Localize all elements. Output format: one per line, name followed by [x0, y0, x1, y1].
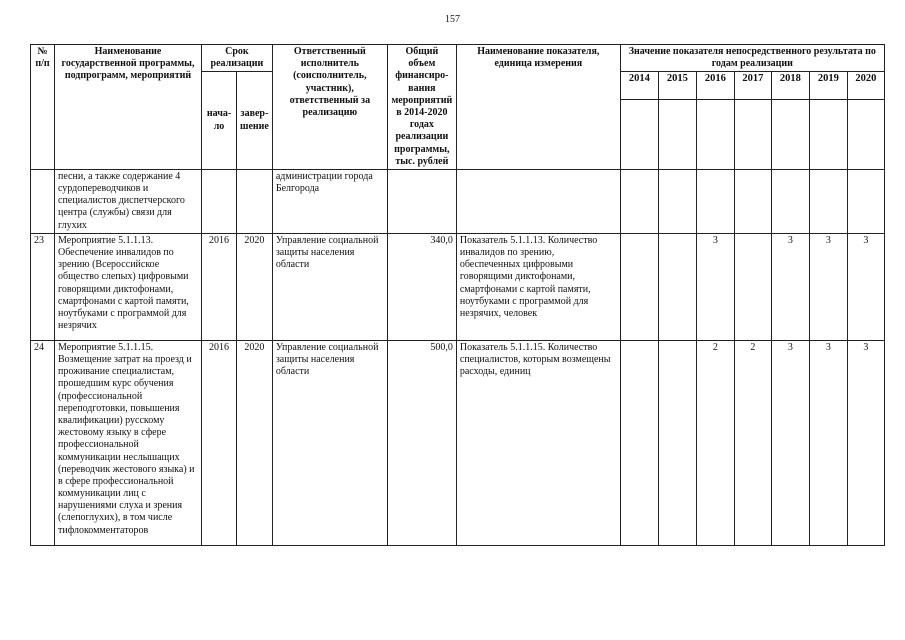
header-start: нача- ло: [202, 72, 237, 170]
header-volume: Общий объем финансиро-вания мероприятий в 2014-2020 годах реализации программы, тыс. рублей: [387, 45, 456, 170]
row-year-value: [658, 340, 696, 545]
row-volume: 340,0: [387, 233, 456, 340]
header-year: 2017: [734, 72, 771, 100]
header-indicator: Наименование показателя, единица измерения: [456, 45, 620, 170]
header-year: 2020: [847, 72, 884, 100]
row-year-value: [620, 169, 658, 233]
row-start: [202, 169, 237, 233]
row-year-value: 3: [809, 340, 847, 545]
row-year-value: [620, 233, 658, 340]
table-row: [31, 340, 885, 545]
header-year: 2015: [658, 72, 696, 100]
row-year-value: 3: [771, 340, 809, 545]
header-num: № п/п: [31, 45, 55, 170]
header-responsible: Ответственный исполнитель (соисполнитель, участник), ответственный за реализацию: [272, 45, 387, 170]
row-num: 23: [31, 233, 55, 340]
row-indicator: Показатель 5.1.1.15. Количество специалистов, которым возмещены расходы, единиц: [456, 340, 620, 545]
row-start: 2016: [202, 340, 237, 545]
program-table: [30, 44, 885, 546]
row-end: 2020: [237, 233, 273, 340]
row-responsible: Управление социальной защиты населения области: [272, 233, 387, 340]
row-year-value: [696, 169, 734, 233]
row-year-value: [809, 169, 847, 233]
row-year-value: [658, 169, 696, 233]
row-name: песни, а также содержание 4 сурдопереводчиков и специалистов диспетчерского центра (службы) связи для глухих: [55, 169, 202, 233]
row-end: 2020: [237, 340, 273, 545]
row-volume: 500,0: [387, 340, 456, 545]
row-responsible: администрации города Белгорода: [272, 169, 387, 233]
row-year-value: 3: [696, 233, 734, 340]
table-row: [31, 233, 885, 340]
page-number: 157: [445, 14, 460, 25]
header-values: Значение показателя непосредственного результата по годам реализации: [620, 45, 884, 72]
row-year-value: 3: [809, 233, 847, 340]
row-year-value: 2: [734, 340, 771, 545]
header-year: 2018: [771, 72, 809, 100]
header-year: 2019: [809, 72, 847, 100]
row-year-value: [734, 233, 771, 340]
row-name: Мероприятие 5.1.1.13. Обеспечение инвалидов по зрению (Всероссийское общество слепых) цифровыми говорящими диктофонами, смартфонами с картой памяти, ноутбуками с программой для незрячих: [55, 233, 202, 340]
header-end: завер- шение: [237, 72, 273, 170]
header-year: 2016: [696, 72, 734, 100]
row-num: [31, 169, 55, 233]
row-year-value: [620, 340, 658, 545]
row-year-value: [734, 169, 771, 233]
table-row: [31, 169, 885, 233]
row-year-value: 3: [847, 340, 884, 545]
header-year: 2014: [620, 72, 658, 100]
row-year-value: 2: [696, 340, 734, 545]
row-start: 2016: [202, 233, 237, 340]
row-indicator: [456, 169, 620, 233]
row-year-value: 3: [847, 233, 884, 340]
row-volume: [387, 169, 456, 233]
row-responsible: Управление социальной защиты населения области: [272, 340, 387, 545]
header-term: Срок реализации: [202, 45, 273, 72]
row-year-value: [847, 169, 884, 233]
row-indicator: Показатель 5.1.1.13. Количество инвалидов по зрению, обеспеченных цифровыми говорящими диктофонами, смартфонами с картой памяти, ноутбуками с программой для незрячих, человек: [456, 233, 620, 340]
header-name: Наименование государственной программы, подпрограмм, мероприятий: [55, 45, 202, 170]
row-end: [237, 169, 273, 233]
row-num: 24: [31, 340, 55, 545]
row-year-value: 3: [771, 233, 809, 340]
row-year-value: [771, 169, 809, 233]
row-name: Мероприятие 5.1.1.15. Возмещение затрат на проезд и проживание специалистам, прошедшим курс обучения (профессиональной переподготовки, повышения квалификации) русскому жестовому языку в сфере профессиональной коммуникации неслышащих (переводчик жестового языка) и в сфере профессиональной коммуникации лиц с нарушениями слуха и зрения (слепоглухих), в том числе тифлокомментаторов: [55, 340, 202, 545]
row-year-value: [658, 233, 696, 340]
